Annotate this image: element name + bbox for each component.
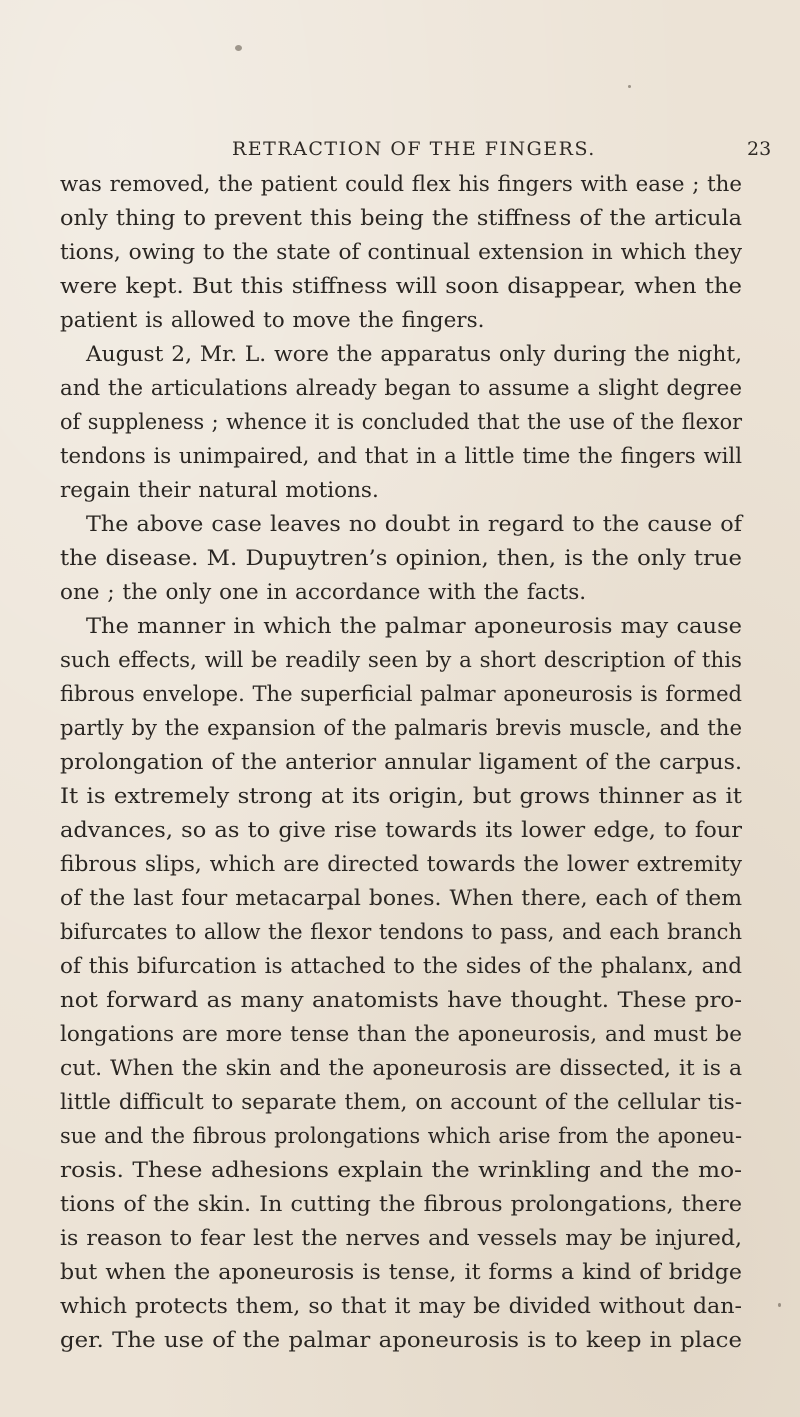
text-line: The above case leaves no doubt in regard to the cause of <box>86 512 742 537</box>
text-line: rosis. These adhesions explain the wrinkling and the mo- <box>60 1158 743 1183</box>
text-line: bifurcates to allow the flexor tendons to pass, and each branch <box>60 920 742 945</box>
text-line: prolongation of the anterior annular ligament of the carpus. <box>60 750 742 775</box>
text-line: only thing to prevent this being the stiffness of the articula <box>60 206 742 231</box>
text-line: tions of the skin. In cutting the fibrous prolongations, there <box>60 1192 742 1217</box>
text-line: The manner in which the palmar aponeurosis may cause <box>86 614 742 639</box>
text-line: It is extremely strong at its origin, but grows thinner as it <box>60 784 742 809</box>
text-line: one ; the only one in accordance with the facts. <box>60 580 587 605</box>
text-line: August 2, Mr. L. wore the apparatus only during the night, <box>86 342 742 367</box>
text-line: longations are more tense than the aponeurosis, and must be <box>60 1022 742 1047</box>
text-line: the disease. M. Dupuytren’s opinion, then, is the only true <box>60 546 742 571</box>
text-line: were kept. But this stiffness will soon disappear, when the <box>60 274 743 299</box>
text-line: fibrous envelope. The superficial palmar aponeurosis is formed <box>60 682 743 707</box>
text-line: is reason to fear lest the nerves and vessels may be injured, <box>60 1226 743 1251</box>
text-line: such effects, will be readily seen by a short description of this <box>60 648 743 673</box>
foxing-spot <box>628 85 631 88</box>
text-line: of suppleness ; whence it is concluded that the use of the flexor <box>60 410 742 435</box>
text-line: but when the aponeurosis is tense, it forms a kind of bridge <box>60 1260 743 1285</box>
text-line: of the last four metacarpal bones. When there, each of them <box>60 886 743 911</box>
text-line: of this bifurcation is attached to the sides of the phalanx, and <box>60 954 742 979</box>
text-line: ger. The use of the palmar aponeurosis is to keep in place <box>60 1328 743 1353</box>
text-line: cut. When the skin and the aponeurosis are dissected, it is a <box>60 1056 743 1081</box>
text-line: which protects them, so that it may be divided without dan- <box>60 1294 742 1319</box>
running-head <box>0 138 800 168</box>
running-title: RETRACTION OF THE FINGERS. <box>232 138 596 160</box>
text-line: advances, so as to give rise towards its lower edge, to four <box>60 818 742 843</box>
text-line: sue and the fibrous prolongations which arise from the aponeu- <box>60 1124 743 1149</box>
text-line: partly by the expansion of the palmaris brevis muscle, and the <box>60 716 743 741</box>
foxing-spot <box>235 45 242 51</box>
text-line: and the articulations already began to assume a slight degree <box>60 376 742 401</box>
page-number: 23 <box>747 138 772 160</box>
text-line: not forward as many anatomists have thought. These pro- <box>60 988 742 1013</box>
text-line: patient is allowed to move the fingers. <box>60 308 485 333</box>
text-line: little difficult to separate them, on account of the cellular tis- <box>60 1090 743 1115</box>
text-line: regain their natural motions. <box>60 478 379 503</box>
text-line: tions, owing to the state of continual extension in which they <box>60 240 742 265</box>
text-line: tendons is unimpaired, and that in a little time the fingers will <box>60 444 743 469</box>
text-line: was removed, the patient could flex his fingers with ease ; the <box>60 172 742 197</box>
text-line: fibrous slips, which are directed towards the lower extremity <box>60 852 743 877</box>
